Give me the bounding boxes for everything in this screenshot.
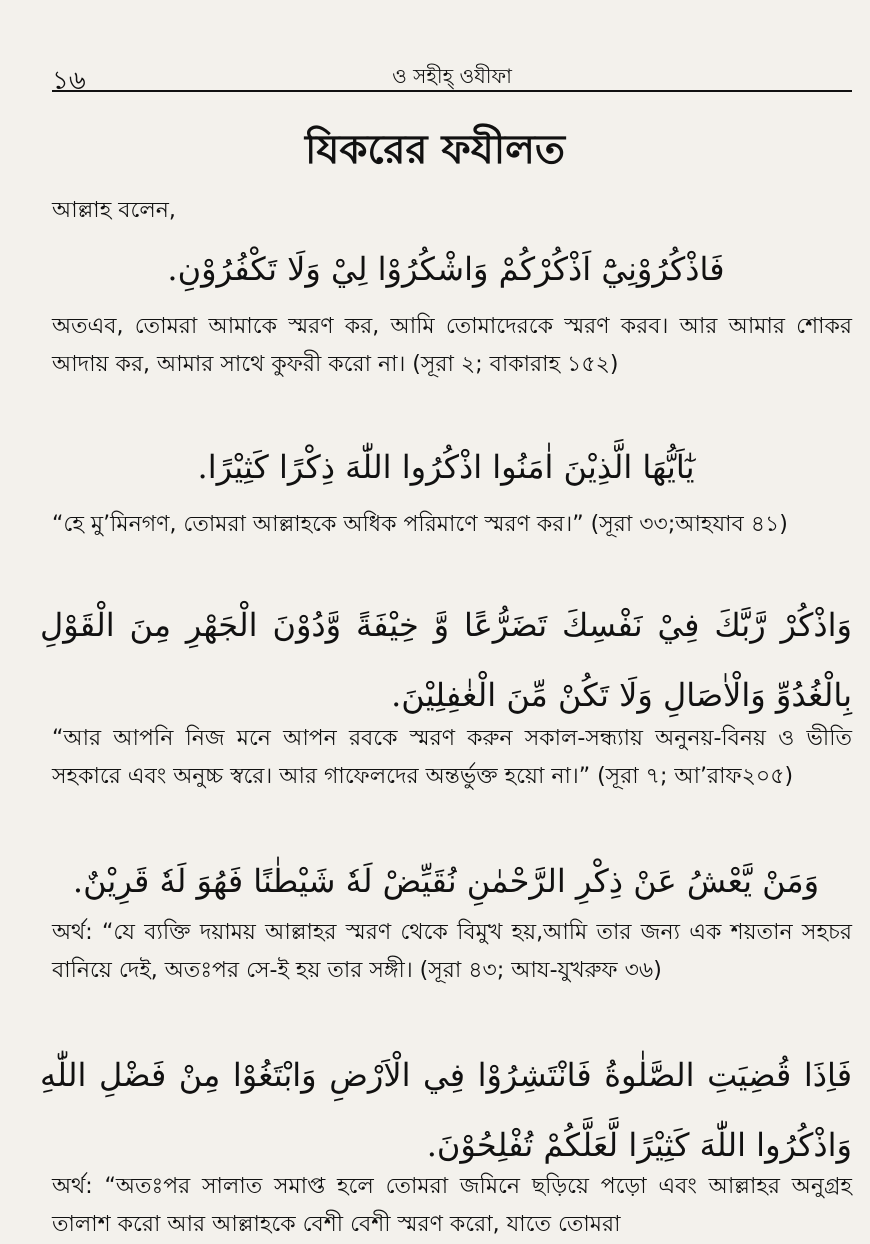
- arabic-verse: فَاذْكُرُوْنِيْٓ اَذْكُرْكُمْ وَاشْكُرُوْا لِيْ وَلَا تَكْفُرُوْنِ.: [167, 250, 725, 288]
- running-title: ও সহীহ্ ওযীফা: [392, 64, 512, 88]
- intro-text: আল্লাহ বলেন,: [52, 198, 176, 223]
- verse-translation: “আর আপনি নিজ মনে আপন রবকে স্মরণ করুন সকাল-সন্ধ্যায় অনুনয়-বিনয় ও ভীতি সহকারে এবং অনুচ্চ স্বরে। আর গাফেলদের অন্তর্ভুক্ত হয়ো না।” (সূরা ৭; আ’রাফ২০৫): [52, 726, 852, 789]
- page-number: ১৬: [52, 66, 86, 96]
- verse-translation: অর্থ: “অতঃপর সালাত সমাপ্ত হলে তোমরা জমিনে ছড়িয়ে পড়ো এবং আল্লাহর অনুগ্রহ তালাশ করো আর আল্লাহকে বেশী বেশী স্মরণ করো, যাতে তোমরা: [52, 1174, 852, 1237]
- arabic-verse: يٰٓاَيُّهَا الَّذِيْنَ اٰمَنُوا اذْكُرُوا اللّٰهَ ذِكْرًا كَثِيْرًا.: [197, 448, 695, 486]
- verse-translation: অতএব, তোমরা আমাকে স্মরণ কর, আমি তোমাদেরকে স্মরণ করব। আর আমার শোকর আদায় কর, আমার সাথে কুফরী করো না। (সূরা ২; বাকারাহ ১৫২): [52, 314, 852, 377]
- verse-translation: “হে মু’মিনগণ, তোমরা আল্লাহকে অধিক পরিমাণে স্মরণ কর।” (সূরা ৩৩;আহযাব ৪১): [52, 512, 788, 537]
- verse-translation: অর্থ: “যে ব্যক্তি দয়াময় আল্লাহর স্মরণ থেকে বিমুখ হয়,আমি তার জন্য এক শয়তান সহচর বানিয়ে দেই, অতঃপর সে-ই হয় তার সঙ্গী। (সূরা ৪৩; আয-যুখরুফ ৩৬): [52, 920, 852, 983]
- arabic-verse: فَاِذَا قُضِيَتِ الصَّلٰوةُ فَانْتَشِرُوْا فِي الْاَرْضِ وَابْتَغُوْا مِنْ فَضْلِ اللّٰهِ وَاذْكُرُوا اللّٰهَ كَثِيْرًا لَّعَلَّكُمْ تُفْلِحُوْنَ.: [40, 1056, 852, 1164]
- section-heading: যিকরের ফযীলত: [304, 127, 565, 173]
- arabic-verse: وَاذْكُرْ رَّبَّكَ فِيْ نَفْسِكَ تَضَرُّعًا وَّ خِيْفَةً وَّدُوْنَ الْجَهْرِ مِنَ الْقَوْلِ بِالْغُدُوِّ وَالْاٰصَالِ وَلَا تَكُنْ مِّنَ الْغٰفِلِيْنَ.: [40, 606, 852, 714]
- page-header: [52, 58, 852, 96]
- arabic-verse: وَمَنْ يَّعْشُ عَنْ ذِكْرِ الرَّحْمٰنِ نُقَيِّضْ لَهٗ شَيْطٰنًا فَهُوَ لَهٗ قَرِيْنٌ.: [72, 862, 820, 900]
